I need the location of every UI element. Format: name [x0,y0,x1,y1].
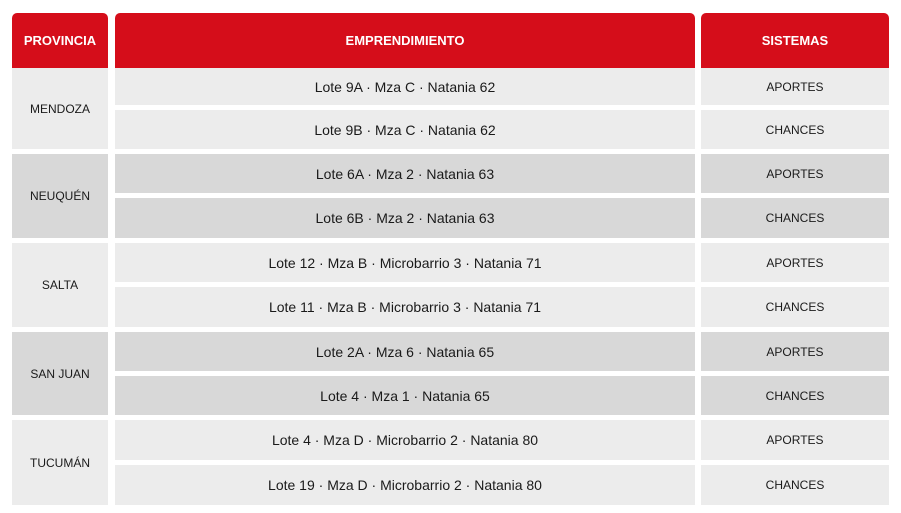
emprendimiento-cell: Lote 4 · Mza 1 · Natania 65 [115,376,695,415]
sistema-cell: CHANCES [701,376,889,415]
sistema-cell: CHANCES [701,287,889,327]
sistema-cell: CHANCES [701,110,889,149]
provincia-cell: NEUQUÉN [12,154,108,238]
sistema-cell: APORTES [701,420,889,460]
provincia-cell: SALTA [12,243,108,327]
emprendimiento-cell: Lote 9A · Mza C · Natania 62 [115,68,695,105]
sistema-cell: APORTES [701,332,889,371]
emprendimiento-cell: Lote 6A · Mza 2 · Natania 63 [115,154,695,193]
sistema-cell: APORTES [701,243,889,282]
emprendimiento-cell: Lote 4 · Mza D · Microbarrio 2 · Natania 80 [115,420,695,460]
sistema-cell: CHANCES [701,465,889,505]
emprendimiento-cell: Lote 2A · Mza 6 · Natania 65 [115,332,695,371]
header-provincia: PROVINCIA [12,13,108,68]
emprendimiento-cell: Lote 11 · Mza B · Microbarrio 3 · Natania 71 [115,287,695,327]
header-sistemas: SISTEMAS [701,13,889,68]
emprendimiento-cell: Lote 6B · Mza 2 · Natania 63 [115,198,695,238]
provincia-cell: TUCUMÁN [12,420,108,505]
sistema-cell: APORTES [701,154,889,193]
sistema-cell: APORTES [701,68,889,105]
emprendimiento-cell: Lote 9B · Mza C · Natania 62 [115,110,695,149]
provincia-cell: SAN JUAN [12,332,108,415]
sistema-cell: CHANCES [701,198,889,238]
emprendimiento-cell: Lote 12 · Mza B · Microbarrio 3 · Natania 71 [115,243,695,282]
header-emprendimiento: EMPRENDIMIENTO [115,13,695,68]
emprendimiento-cell: Lote 19 · Mza D · Microbarrio 2 · Natania 80 [115,465,695,505]
provincia-cell: MENDOZA [12,68,108,149]
